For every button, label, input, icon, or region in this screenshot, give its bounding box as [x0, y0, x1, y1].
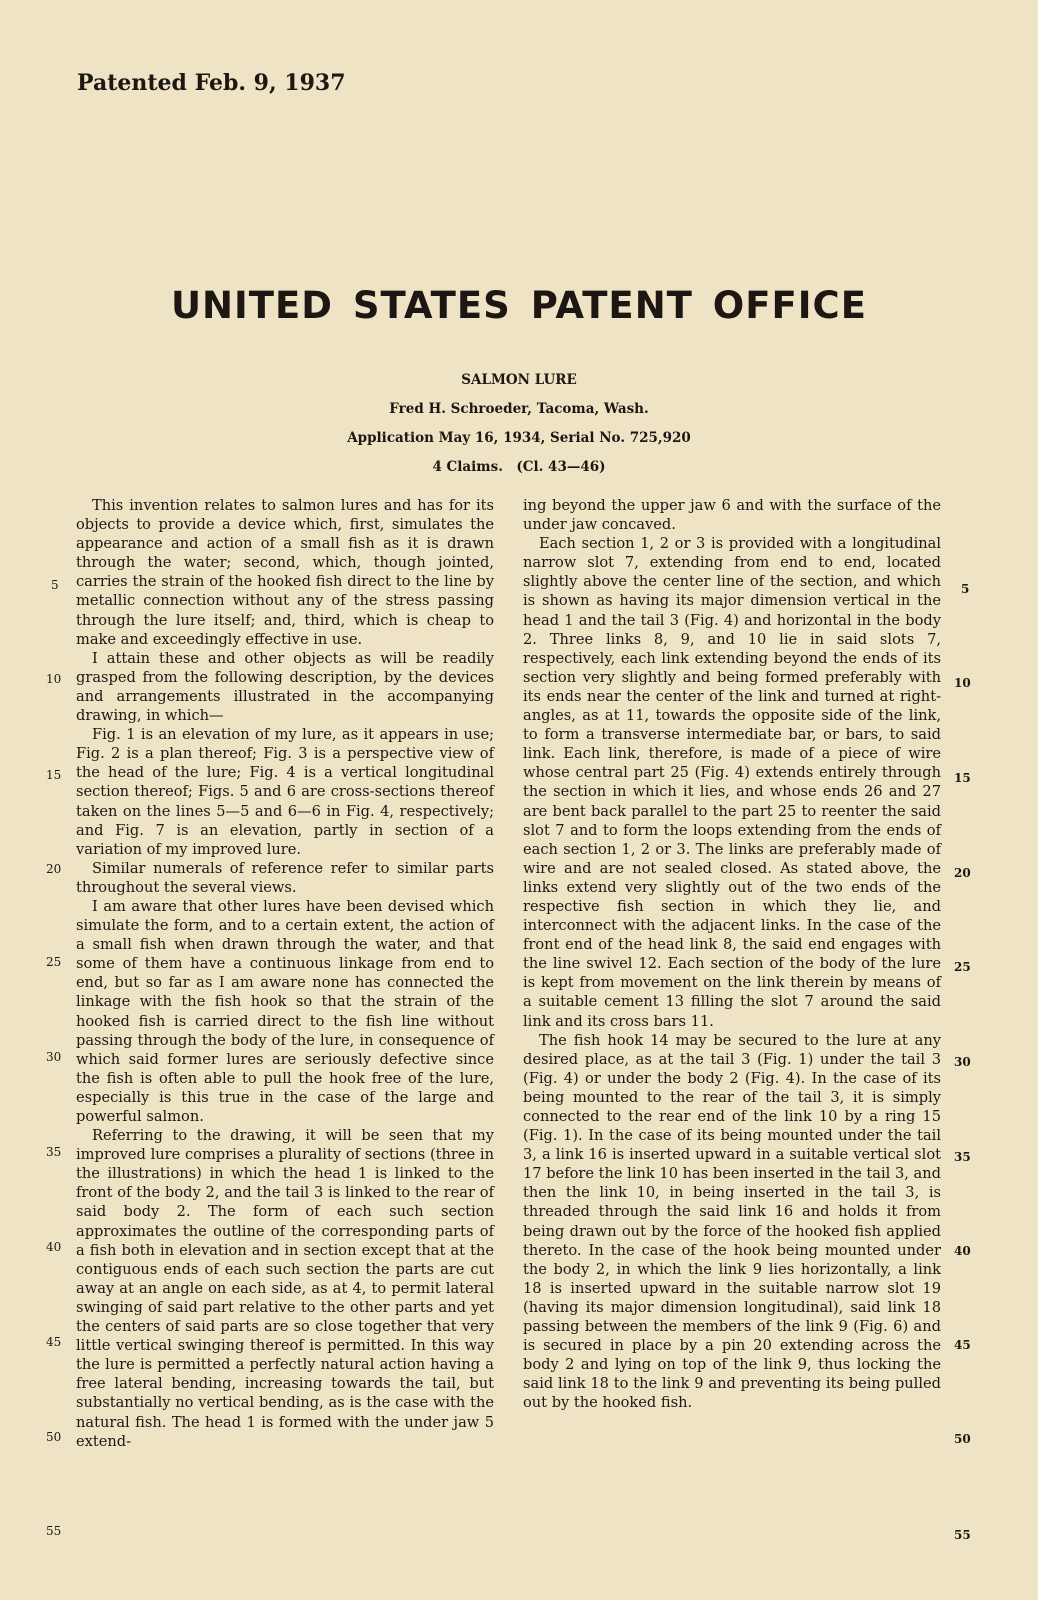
paragraph: The fish hook 14 may be secured to the lure at any desired place, as at the tail 3 (Fig. 1) under the tail 3 (Fig. 4) or under the body 2 (Fig. 4). In the case of its being mounted to the rear of the tail 3, it is simply connected to the rear end of the link 10 by a ring 15 (Fig. 1). In the case of its being mounted under the tail 3, a link 16 is inserted upward in a suitable vertical slot 17 before the link 10 has been inserted in the tail 3, and then the link 10, in being inserted in the tail 3, is threaded through the said link 16 and holds it from being drawn out by the force of the hooked fish applied thereto. In the case of the hook being mounted under the body 2, in which the link 9 lies horizontally, a link 18 is inserted upward in the suitable narrow slot 19 (having its major dimension longitudinal), said link 18 passing between the members of the link 9 (Fig. 6) and is secured in place by a pin 20 extending across the body 2 and lying on top of the link 9, thus locking the said link 18 to the link 9 and preventing its being pulled out by the hooked fish. — [523, 1031, 941, 1412]
line-number-right: 20 — [954, 866, 971, 880]
line-number-right: 35 — [954, 1150, 971, 1164]
paragraph: Similar numerals of reference refer to similar parts throughout the several views. — [76, 859, 494, 896]
line-number-left: 50 — [46, 1430, 62, 1444]
patent-date: Patented Feb. 9, 1937 — [77, 70, 346, 96]
line-number-left: 55 — [46, 1524, 62, 1538]
paragraph: Fig. 1 is an elevation of my lure, as it appears in use; Fig. 2 is a plan thereof; Fig. 3 is a perspective view of the head of the lure; Fig. 4 is a vertical longitudinal section thereof; Figs. 5 and 6 are cross-sections thereof taken on the lines 5—5 and 6—6 in Fig. 4, respectively; and Fig. 7 is an elevation, partly in section of a variation of my improved lure. — [76, 726, 494, 858]
claims-line: 4 Claims. (Cl. 43—46) — [432, 459, 606, 475]
paragraph: Referring to the drawing, it will be seen that my improved lure comprises a plurality of sections (three in the illustrations) in which the head 1 is linked to the front of the body 2, and the tail 3 is linked to the rear of said body 2. The form of each such section approximates the outline of the corresponding parts of a fish both in elevation and in section except that at the contiguous ends of each such section the parts are cut away at an angle on each side, as at 4, to permit lateral swinging of said part relative to the other parts and yet the centers of said parts are so close together that very little vertical swinging thereof is permitted. In this way the lure is permitted a perfectly natural action having a free lateral bending, increasing towards the tail, but substantially no vertical bending, as is the case with the natural fish. The head 1 is formed with the under jaw 5 extend- — [76, 1127, 494, 1450]
line-number-left: 35 — [46, 1145, 62, 1159]
right-text-column — [523, 496, 941, 1413]
application-line: Application May 16, 1934, Serial No. 725,920 — [347, 430, 691, 446]
line-number-right: 45 — [954, 1338, 971, 1352]
line-number-right: 5 — [961, 582, 970, 596]
paragraph: ing beyond the upper jaw 6 and with the surface of the under jaw concaved. — [523, 497, 941, 534]
paragraph: This invention relates to salmon lures and has for its objects to provide a device which, first, simulates the appearance and action of a small fish as it is drawn through the water; second, which, though jointed, carries the strain of the hooked fish direct to the line by metallic connection without any of the stress passing through the lure itself; and, third, which is cheap to make and exceedingly effective in use. — [76, 497, 494, 648]
paragraph: I am aware that other lures have been devised which simulate the form, and to a certain extent, the action of a small fish when drawn through the water, and that some of them have a continuous linkage from end to end, but so far as I am aware none has connected the linkage with the fish hook so that the strain of the hooked fish is carried direct to the fish line without passing through the body of the lure, in consequence of which said former lures are seriously defective since the fish is often able to pull the hook free of the lure, especially is this true in the case of the large and powerful salmon. — [76, 897, 494, 1125]
line-number-right: 50 — [954, 1432, 971, 1446]
line-number-left: 25 — [46, 955, 62, 969]
line-number-right: 55 — [954, 1528, 971, 1542]
line-number-left: 15 — [46, 768, 62, 782]
paragraph: Each section 1, 2 or 3 is provided with a longitudinal narrow slot 7, extending from end to end, located slightly above the center line of the section, and which is shown as having its major dimension vertical in the head 1 and the tail 3 (Fig. 4) and horizontal in the body 2. Three links 8, 9, and 10 lie in said slots 7, respectively, each link extending beyond the ends of its section very slightly and being formed preferably with its ends near the center of the link and turned at right-angles, as at 11, towards the opposite side of the link, to form a transverse intermediate bar, or bars, to said link. Each link, therefore, is made of a piece of wire whose central part 25 (Fig. 4) extends entirely through the section in which it lies, and whose ends 26 and 27 are bent back parallel to the part 25 to reenter the said slot 7 and to form the loops extending from the ends of each section 1, 2 or 3. The links are preferably made of wire and are not sealed closed. As stated above, the links extend very slightly out of the two ends of the respective fish section in which they lie, and interconnect with the adjacent links. In the case of the front end of the head link 8, the said end engages with the line swivel 12. Each section of the body of the lure is kept from movement on the link therein by means of a suitable cement 13 filling the slot 7 around the said link and its cross bars 11. — [523, 535, 941, 1030]
line-number-right: 10 — [954, 676, 971, 690]
line-number-right: 40 — [954, 1244, 971, 1258]
invention-title: SALMON LURE — [461, 372, 577, 388]
inventor-line: Fred H. Schroeder, Tacoma, Wash. — [389, 401, 649, 417]
line-number-left: 40 — [46, 1240, 62, 1254]
line-number-left: 20 — [46, 862, 62, 876]
line-number-left: 45 — [46, 1335, 62, 1349]
line-number-left: 30 — [46, 1050, 62, 1064]
line-number-right: 25 — [954, 960, 971, 974]
left-text-column — [76, 496, 494, 1451]
paragraph: I attain these and other objects as will be readily grasped from the following description, by the devices and arrangements illustrated in the accompanying drawing, in which— — [76, 649, 494, 725]
line-number-left: 10 — [46, 672, 62, 686]
office-heading: UNITED STATES PATENT OFFICE — [171, 284, 867, 327]
line-number-right: 30 — [954, 1055, 971, 1069]
line-number-right: 15 — [954, 771, 971, 785]
line-number-left: 5 — [51, 578, 59, 592]
